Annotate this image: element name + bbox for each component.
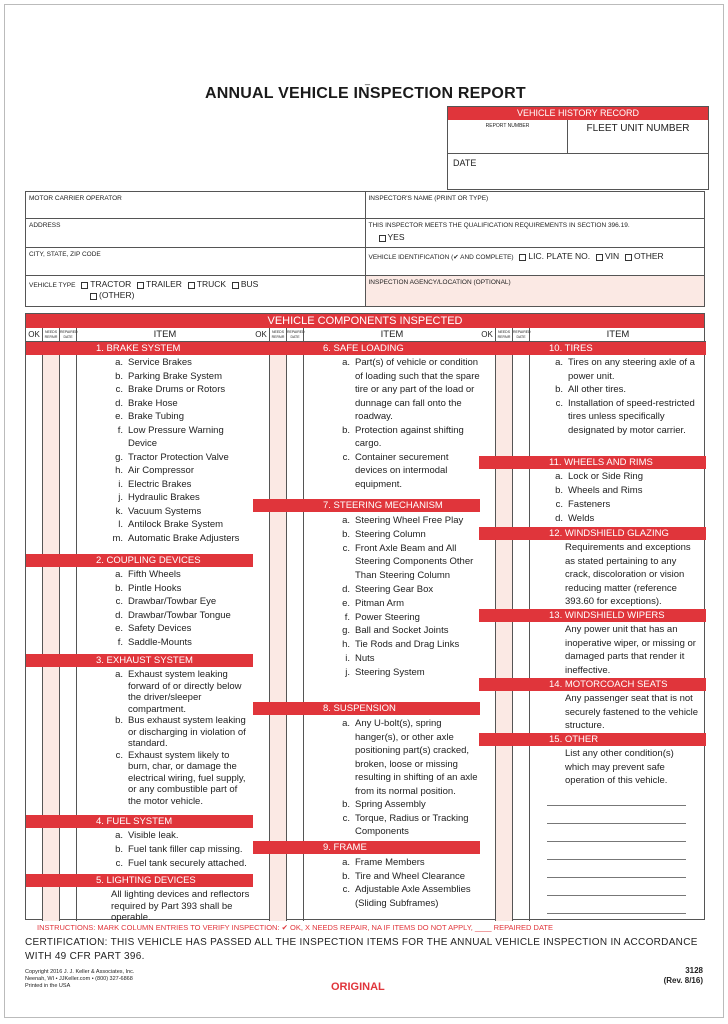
other-line[interactable] [547, 878, 686, 896]
glazing-text: Requirements and exceptions as stated pertaining to any crack, discoloration or vision reducing matter (reference 393.60 for exceptions). [565, 542, 691, 607]
repaired-date-header: REPAIRED DATE [60, 330, 78, 339]
components-header: VEHICLE COMPONENTS INSPECTED [26, 314, 704, 328]
item-text: Drawbar/Towbar Eye [128, 596, 217, 607]
item-text: Tires on any steering axle of a power unit. [568, 357, 695, 382]
list-item [253, 356, 480, 424]
section-other: 15. OTHER [479, 733, 706, 746]
item-text: Fifth Wheels [128, 569, 181, 580]
vehicle-history-box [447, 106, 709, 190]
item-text: Steering System [355, 666, 425, 678]
item-text: Tire and Wheel Clearance [355, 870, 466, 882]
form-title: ANNUAL VEHICLE INSPECTION REPORT [205, 85, 526, 102]
list-item [26, 505, 253, 519]
vehicle-type-label: VEHICLE TYPE [29, 282, 76, 289]
list-item [253, 883, 480, 910]
item-text: Welds [568, 513, 595, 524]
fleet-unit-field[interactable]: FLEET UNIT NUMBER [586, 123, 690, 134]
section-items [26, 356, 253, 545]
list-item [253, 652, 480, 666]
inspection-form [4, 4, 724, 1018]
item-key: a. [115, 669, 123, 680]
list-item [26, 383, 253, 397]
list-item [26, 715, 253, 750]
section-items [253, 514, 480, 680]
other-type-checkbox[interactable] [90, 293, 97, 300]
list-item [253, 451, 480, 492]
list-item [479, 498, 706, 512]
copyright-line: Neenah, WI • JJKeller.com • (800) 327-6868 [25, 976, 133, 982]
item-text: Protection against shifting cargo. [355, 424, 464, 449]
column-2 [253, 328, 480, 921]
needs-repair-header: NEEDS REPAIR [496, 328, 513, 341]
item-key: e. [115, 623, 123, 634]
item-key: a. [555, 357, 563, 368]
section-windshield-glazing: 12. WINDSHIELD GLAZING [479, 527, 706, 540]
item-text: Visible leak. [128, 830, 179, 841]
info-grid [25, 191, 705, 307]
yes-checkbox[interactable] [379, 235, 386, 242]
item-text: Fasteners [568, 499, 611, 510]
history-header: VEHICLE HISTORY RECORD [448, 107, 708, 120]
truck-label: TRUCK [196, 279, 227, 289]
lighting-text: All lighting devices and reflectors required by Part 393 shall be operable. [111, 889, 250, 923]
list-item [26, 451, 253, 465]
item-text: Wheels and Rims [568, 485, 643, 496]
column-1 [26, 328, 253, 921]
item-text: Steering Column [355, 528, 426, 540]
list-item [26, 568, 253, 582]
list-item [479, 356, 706, 383]
section-coupling-devices: 2. COUPLING DEVICES [26, 554, 253, 567]
item-key: c. [115, 384, 123, 395]
item-text: Bus exhaust system leaking or discharging in violation of standard. [128, 715, 246, 749]
list-item [26, 370, 253, 384]
item-text: Hydraulic Brakes [128, 492, 200, 503]
item-text: Brake Tubing [128, 411, 184, 422]
item-text: Steering Wheel Free Play [355, 515, 464, 526]
item-key: e. [342, 597, 350, 609]
section-items [479, 356, 706, 437]
vehicle-id-cell [366, 248, 705, 275]
list-item [26, 582, 253, 596]
item-text: Adjustable Axle Assemblies (Sliding Subframes) [355, 884, 471, 909]
item-key: a. [342, 357, 350, 368]
item-key: m. [112, 532, 123, 544]
item-key: e. [115, 411, 123, 422]
section-brake-system: 1. BRAKE SYSTEM [26, 342, 253, 355]
list-item [26, 491, 253, 505]
item-key: a. [342, 718, 350, 729]
ok-header: OK [26, 328, 43, 341]
revision: (Rev. 8/16) [663, 976, 703, 985]
item-key: l. [118, 519, 123, 530]
other-line[interactable] [547, 896, 686, 914]
item-key: d. [342, 583, 350, 595]
item-text: Steering Gear Box [355, 583, 434, 595]
item-text: Container securement devices on intermodal equipment. [355, 451, 449, 490]
item-key: f. [344, 611, 350, 623]
other-line[interactable] [547, 860, 686, 878]
address-field[interactable]: ADDRESS [26, 219, 366, 247]
item-text: Electric Brakes [128, 478, 192, 490]
item-text: Exhaust system likely to burn, char, or damage the electrical wiring, fuel supply, or any combustible part of the motor vehicle. [128, 749, 246, 807]
item-key: d. [115, 609, 123, 621]
ok-header: OK [479, 328, 496, 341]
column-header [26, 328, 253, 342]
list-item [253, 812, 480, 839]
item-key: c. [555, 499, 563, 510]
item-key: a. [115, 357, 123, 368]
item-text: Drawbar/Towbar Tongue [128, 609, 231, 621]
item-header: ITEM [380, 329, 404, 340]
item-text: Part(s) of vehicle or condition of loading such that the spare tire or any part of the load or dunnage can fall onto the roadway. [355, 357, 480, 422]
item-text: Spring Assembly [355, 799, 426, 810]
list-item [253, 624, 480, 638]
item-text: Antilock Brake System [128, 519, 224, 530]
item-text: Any U-bolt(s), spring hanger(s), or other axle positioning part(s) cracked, broken, loose or missing resulting in shifting of an axle from its normal position. [355, 718, 478, 797]
needs-repair-header: NEEDS REPAIR [43, 328, 60, 341]
vehicle-type-cell [26, 276, 366, 306]
item-key: f. [117, 424, 123, 436]
column-header [479, 328, 706, 342]
list-item [26, 857, 253, 871]
bus-label: BUS [240, 279, 259, 289]
item-key: i. [345, 652, 350, 664]
tractor-checkbox[interactable] [81, 282, 88, 289]
list-item [26, 622, 253, 636]
needs-repair-header: NEEDS REPAIR [270, 328, 287, 341]
list-item [253, 798, 480, 812]
column-3 [479, 328, 706, 921]
item-text: Tie Rods and Drag Links [355, 639, 460, 651]
original-label: ORIGINAL [331, 981, 385, 993]
item-text: Service Brakes [128, 357, 192, 368]
item-key: i. [118, 478, 123, 490]
item-key: c. [115, 749, 123, 761]
section-items [479, 470, 706, 526]
section-items [479, 541, 706, 609]
item-text: Exhaust system leaking forward of or directly below the driver/sleeper compartment. [128, 669, 242, 715]
item-key: b. [555, 384, 563, 395]
list-item [479, 512, 706, 526]
item-text: Low Pressure Warning Device [128, 424, 224, 449]
list-item [26, 356, 253, 370]
item-key: a. [115, 569, 123, 580]
section-frame: 9. FRAME [253, 841, 480, 854]
list-item [26, 750, 253, 808]
form-id: 3128 [685, 966, 703, 975]
item-text: Fuel tank filler cap missing. [128, 844, 243, 855]
repaired-date-header: REPAIRED DATE [513, 330, 531, 339]
section-exhaust-system: 3. EXHAUST SYSTEM [26, 654, 253, 667]
item-key: f. [117, 636, 123, 648]
wipers-text: Any power unit that has an inoperative wiper, or missing or damaged parts that render it ineffective. [565, 624, 696, 676]
list-item [253, 424, 480, 451]
title-mark: _ [365, 75, 371, 85]
item-key: d. [555, 513, 563, 524]
item-text: Pintle Hooks [128, 582, 182, 594]
agency-field[interactable]: INSPECTION AGENCY/LOCATION (OPTIONAL) [366, 276, 705, 306]
date-field[interactable]: DATE [453, 158, 477, 168]
list-item [26, 843, 253, 857]
section-windshield-wipers: 13. WINDSHIELD WIPERS [479, 609, 706, 622]
other-line[interactable] [547, 788, 686, 806]
list-item [26, 829, 253, 843]
seats-text: Any passenger seat that is not securely fastened to the vehicle structure. [565, 693, 699, 731]
other-line[interactable] [547, 806, 686, 824]
item-key: a. [115, 830, 123, 841]
section-tires: 10. TIRES [479, 342, 706, 355]
column-header [253, 328, 480, 342]
item-text: Automatic Brake Adjusters [128, 532, 240, 544]
item-key: c. [342, 812, 350, 824]
section-items [26, 568, 253, 649]
item-text: Brake Drums or Rotors [128, 384, 226, 395]
item-key: h. [342, 639, 350, 651]
item-key: c. [342, 451, 350, 463]
item-key: c. [115, 858, 123, 869]
item-key: a. [555, 471, 563, 482]
city-field[interactable]: CITY, STATE, ZIP CODE [26, 248, 366, 275]
item-text: Parking Brake System [128, 370, 222, 382]
item-text: Front Axle Beam and All Steering Components Other Than Steering Column [355, 542, 474, 582]
other-lines [507, 788, 706, 914]
item-text: All other tires. [568, 384, 627, 395]
item-key: b. [342, 799, 350, 810]
item-key: j. [118, 492, 123, 503]
section-items [253, 717, 480, 839]
list-item [479, 397, 706, 438]
item-header: ITEM [153, 329, 177, 340]
item-text: Safety Devices [128, 623, 192, 634]
list-item [479, 470, 706, 484]
section-lighting-devices: 5. LIGHTING DEVICES [26, 874, 253, 887]
item-text: Ball and Socket Joints [355, 625, 449, 637]
item-text: Torque, Radius or Tracking Components [355, 812, 469, 837]
copyright-line: Copyright 2016 J. J. Keller & Associates, Inc. [25, 969, 135, 975]
item-key: c. [555, 397, 563, 409]
other-line[interactable] [547, 824, 686, 842]
list-item [253, 638, 480, 652]
inspector-name-field[interactable]: INSPECTOR'S NAME (PRINT OR TYPE) [368, 195, 489, 202]
item-key: c. [115, 596, 123, 607]
list-item [253, 611, 480, 625]
item-key: b. [115, 582, 123, 594]
report-number-field[interactable]: REPORT NUMBER [448, 120, 568, 153]
history-row [448, 120, 708, 154]
section-items [26, 669, 253, 807]
list-item [253, 542, 480, 583]
ok-header: OK [253, 328, 270, 341]
item-key: b. [115, 715, 123, 726]
item-text: Pitman Arm [355, 597, 405, 609]
section-suspension: 8. SUSPENSION [253, 702, 480, 715]
vin-checkbox[interactable] [596, 254, 603, 261]
item-header: ITEM [606, 329, 630, 340]
other-text: List any other condition(s) which may prevent safe operation of this vehicle. [565, 748, 674, 786]
list-item [26, 636, 253, 650]
section-wheels-and-rims: 11. WHEELS AND RIMS [479, 456, 706, 469]
item-text: Saddle-Mounts [128, 636, 192, 648]
other-id-label: OTHER [633, 251, 664, 261]
item-key: g. [115, 451, 123, 463]
item-text: Lock or Side Ring [568, 471, 643, 482]
repaired-date-header: REPAIRED DATE [287, 330, 305, 339]
list-item [253, 870, 480, 884]
item-key: k. [115, 505, 123, 517]
item-text: Vacuum Systems [128, 505, 202, 517]
item-text: Frame Members [355, 857, 425, 868]
item-key: b. [115, 370, 123, 382]
list-item [479, 484, 706, 498]
item-key: b. [342, 424, 350, 436]
section-items [479, 623, 706, 677]
list-item [26, 397, 253, 411]
motor-carrier-field[interactable]: MOTOR CARRIER OPERATOR [26, 192, 366, 218]
item-key: b. [342, 528, 350, 540]
section-motorcoach-seats: 14. MOTORCOACH SEATS [479, 678, 706, 691]
vin-label: VIN [604, 251, 620, 261]
section-items [479, 747, 706, 914]
item-key: j. [345, 666, 350, 678]
components-table [25, 313, 705, 923]
item-text: Fuel tank securely attached. [128, 858, 247, 869]
item-key: g. [342, 625, 350, 637]
item-key: a. [342, 515, 350, 526]
list-item [26, 669, 253, 715]
item-text: Air Compressor [128, 465, 194, 476]
section-items [253, 356, 480, 491]
trailer-checkbox[interactable] [137, 282, 144, 289]
copyright-line: Printed in the USA [25, 983, 71, 989]
item-text: Power Steering [355, 611, 420, 623]
section-items [26, 829, 253, 871]
section-steering-mechanism: 7. STEERING MECHANISM [253, 499, 480, 512]
list-item [26, 464, 253, 478]
item-key: h. [115, 465, 123, 476]
section-items [253, 856, 480, 910]
copyright [25, 969, 134, 990]
item-key: b. [555, 485, 563, 496]
tractor-label: TRACTOR [90, 279, 132, 289]
list-item [26, 410, 253, 424]
item-text: Brake Hose [128, 397, 178, 409]
section-safe-loading: 6. SAFE LOADING [253, 342, 480, 355]
list-item [253, 597, 480, 611]
item-key: a. [342, 857, 350, 868]
vehicle-id-label: VEHICLE IDENTIFICATION (✔ AND COMPLETE) [368, 254, 514, 261]
lic-plate-label: LIC. PLATE NO. [528, 251, 591, 261]
item-text: Nuts [355, 652, 375, 664]
item-key: b. [342, 870, 350, 882]
list-item [253, 514, 480, 528]
yes-label: YES [387, 232, 405, 242]
bus-checkbox[interactable] [232, 282, 239, 289]
list-item [253, 717, 480, 798]
lic-plate-checkbox[interactable] [519, 254, 526, 261]
item-key: d. [115, 397, 123, 409]
list-item [253, 528, 480, 542]
section-fuel-system: 4. FUEL SYSTEM [26, 815, 253, 828]
list-item [26, 424, 253, 451]
list-item [26, 532, 253, 546]
truck-checkbox[interactable] [188, 282, 195, 289]
qualification-cell [366, 219, 705, 247]
list-item [479, 383, 706, 397]
item-key: c. [342, 542, 350, 554]
qualification-text: THIS INSPECTOR MEETS THE QUALIFICATION REQUIREMENTS IN SECTION 396.19. [368, 222, 630, 229]
certification: CERTIFICATION: THIS VEHICLE HAS PASSED ALL THE INSPECTION ITEMS FOR THE ANNUAL VEHICLE INSPECTION IN ACCORDANCE WITH 49 CFR PART 396. [25, 937, 698, 962]
item-key: b. [115, 844, 123, 855]
other-line[interactable] [547, 842, 686, 860]
other-id-checkbox[interactable] [625, 254, 632, 261]
item-key: c. [342, 884, 350, 895]
trailer-label: TRAILER [146, 279, 182, 289]
list-item [26, 478, 253, 492]
other-type-label: (OTHER) [99, 290, 135, 300]
list-item [253, 856, 480, 870]
list-item [253, 583, 480, 597]
section-items [479, 692, 706, 733]
list-item [26, 518, 253, 532]
list-item [253, 666, 480, 680]
list-item [26, 609, 253, 623]
list-item [26, 595, 253, 609]
item-text: Tractor Protection Valve [128, 451, 229, 463]
item-text: Installation of speed-restricted tires unless specifically designated by motor carrier. [568, 397, 695, 436]
form-number [664, 966, 703, 986]
instructions: INSTRUCTIONS: MARK COLUMN ENTRIES TO VERIFY INSPECTION: ✔ OK, X NEEDS REPAIR, NA IF ITEMS DO NOT APPLY, ____ REPAIRED DATE [37, 923, 553, 932]
section-items [26, 889, 253, 924]
